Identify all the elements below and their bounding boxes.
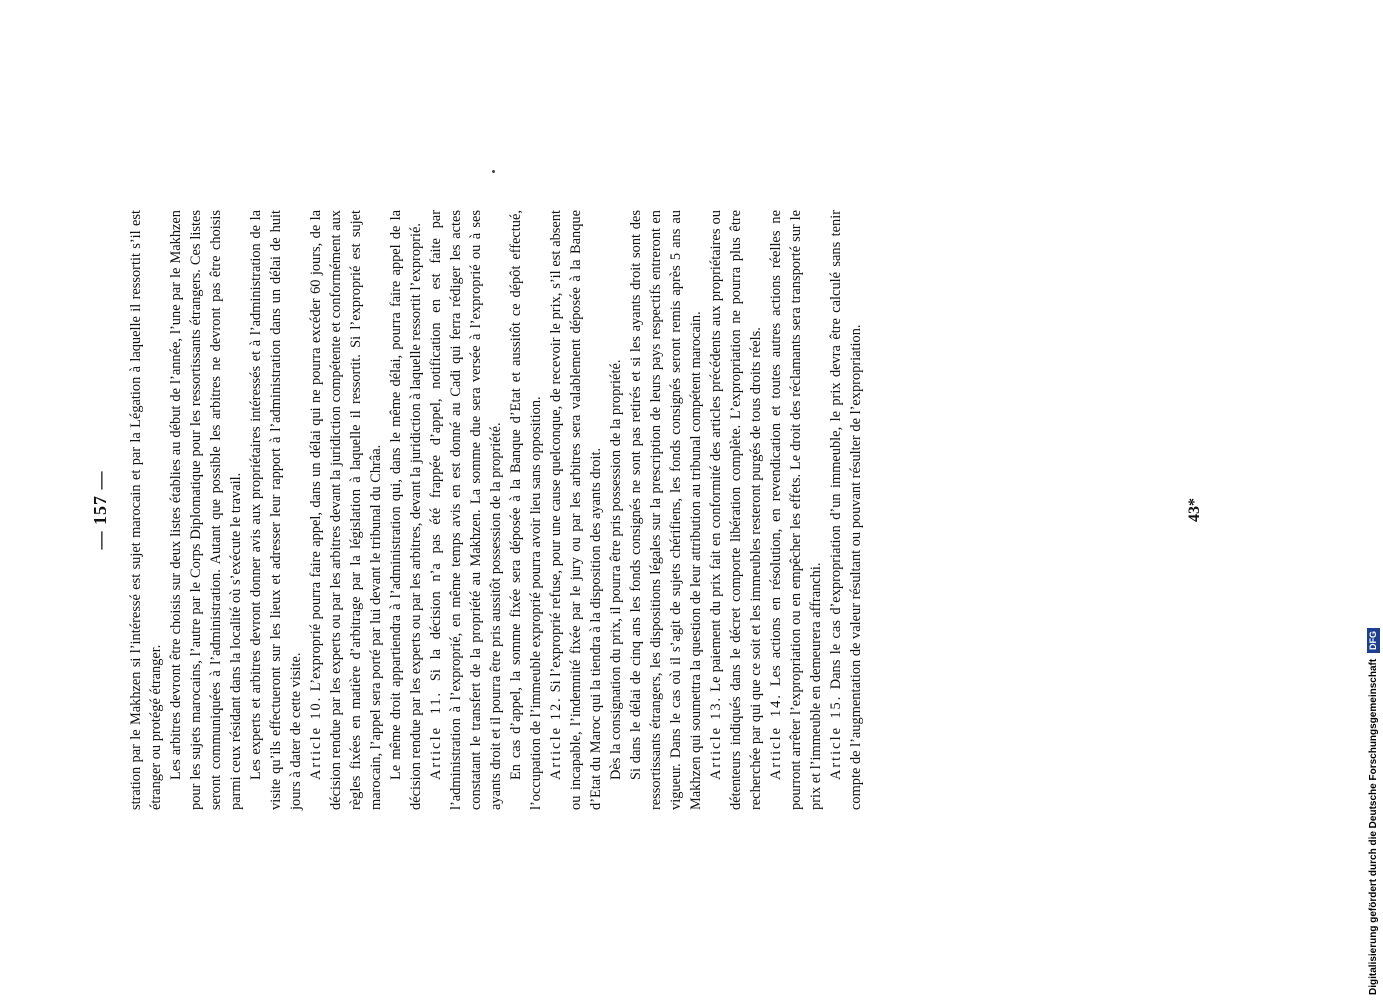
digitization-credit (1366, 5, 1382, 995)
article-text: Si dans le délai de cinq ans les fonds consignés ne sont pas retirés et si les ayants droit sont des ressortissants étrangers, les dispositions légales sur la prescription de leurs pays respectifs entreront en vigueur. Dans le cas où il s’agit de sujets chérifiens, les fonds consignés seront remis après 5 ans au Makhzen qui soumettra la question de leur attribution au tribunal compétent marocain. (628, 210, 704, 810)
signature-mark: 43* (1186, 498, 1203, 522)
article-10 (306, 210, 386, 810)
article-11 (426, 210, 506, 810)
credit-text: Digitalisierung gefördert durch die Deutsche Forschungsgemeinschaft (1368, 658, 1379, 995)
body-text (126, 210, 866, 810)
paragraph (606, 210, 626, 810)
rotated-page-content (90, 210, 1230, 810)
article-15 (826, 210, 866, 810)
paragraph: Les arbitres devront être choisis sur deux listes établies au début de l’année, l’une par le Makhzen pour les sujets marocains, l’autre par le Corps Diplomatique pour les ressortissants étrangers. Ces listes seront communiquées à l’administration. Autant que possible les arbitres ne devront pas être choisis parmi ceux résidant dans la localité où s’exécute le travail. (168, 210, 244, 810)
article-12 (546, 210, 606, 810)
article-text: Si la décision n’a pas été frappée d’appel, notification en est faite par l’administration à l’exproprié, en même temps avis en est donné au Cadi qui ferra rédiger les actes constatant le transfert de la propriété au Makhzen. La somme due sera versée à l’exproprié ou à ses ayants droit et il pourra être pris aussitôt possession de la propriété. (428, 210, 504, 810)
article-text: Dès la consignation du prix, il pourra être pris possession de la propriété. (608, 359, 624, 780)
article-text: Si l’exproprié refuse, pour une cause quelconque, de recevoir le prix, s’il est absent ou incapable, l’indemnité fixée par le jury ou par les arbitres sera valablement déposée à la Banque d’Etat du Maroc qui la tiendra à la disposition des ayants droit. (548, 210, 604, 810)
article-label: Article 13. (708, 695, 724, 780)
article-label: Article 11. (428, 690, 444, 780)
article-text: L’exproprié pourra faire appel, dans un délai qui ne pourra excéder 60 jours, de la décision rendue par les experts ou par les arbitres devant la juridiction compétente et conformément aux règles fixées en matière d’arbitrage par la législation à laquelle il ressortit. Si l’exproprié est sujet marocain, l’appel sera porté par lui devant le tribunal du Chrâa. (308, 210, 384, 810)
scan-speck (492, 170, 495, 173)
article-text: Dans le cas d’expropriation d’un immeuble, le prix devra être calculé sans tenir compte de l’augmentation de valeur résultant ou pouvant résulter de l’expropriation. (828, 210, 864, 810)
article-text: Le même droit appartiendra à l’administration qui, dans le même délai, pourra faire appel de la décision rendue par les experts ou par les arbitres, devant la juridiction à laquelle ressortit l’exproprié. (388, 210, 424, 810)
article-14 (766, 210, 826, 810)
article-label: Article 10. (308, 695, 324, 780)
article-text: Le paiement du prix fait en conformité des articles précédents aux propriétaires ou détenteurs indiqués dans le décret comporte libération complète. L’expropriation ne pourra plus être recherchée par qui que ce soit et les immeubles resteront purgés de tous droits réels. (708, 210, 764, 810)
paragraph (506, 210, 546, 810)
paragraph: Les experts et arbitres devront donner avis aux propriétaires intéressés et à l’administration de la visite qu’ils effectueront sur les lieux et adresser leur rapport à l’administration dans un délai de huit jours à dater de cette visite. (248, 210, 304, 810)
paragraph: stration par le Makhzen si l’intéressé est sujet marocain et par la Légation à laquelle il ressortit s’il est étranger ou protégé étranger. (128, 210, 164, 810)
dfg-logo: DFG (1367, 628, 1380, 653)
paragraph (386, 210, 426, 810)
paragraph (626, 210, 706, 810)
article-label: Article 15. (828, 694, 844, 780)
article-13 (706, 210, 766, 810)
article-text: Les actions en résolution, en revendication et toutes autres actions réelles ne pourront arrêter l’expropriation ou en empêcher les effets. Le droit des réclamants sera transporté sur le prix et l’immeuble en demeurera affranchi. (768, 210, 824, 810)
page-number-header: — 157 — (90, 470, 110, 550)
article-label: Article 12. (548, 696, 564, 780)
article-text: En cas d’appel, la somme fixée sera déposée à la Banque d’Etat et aussitôt ce dépôt effectué, l’occupation de l’immeuble exproprié pourra avoir lieu sans opposition. (508, 210, 544, 810)
article-label: Article 14. (768, 693, 784, 780)
